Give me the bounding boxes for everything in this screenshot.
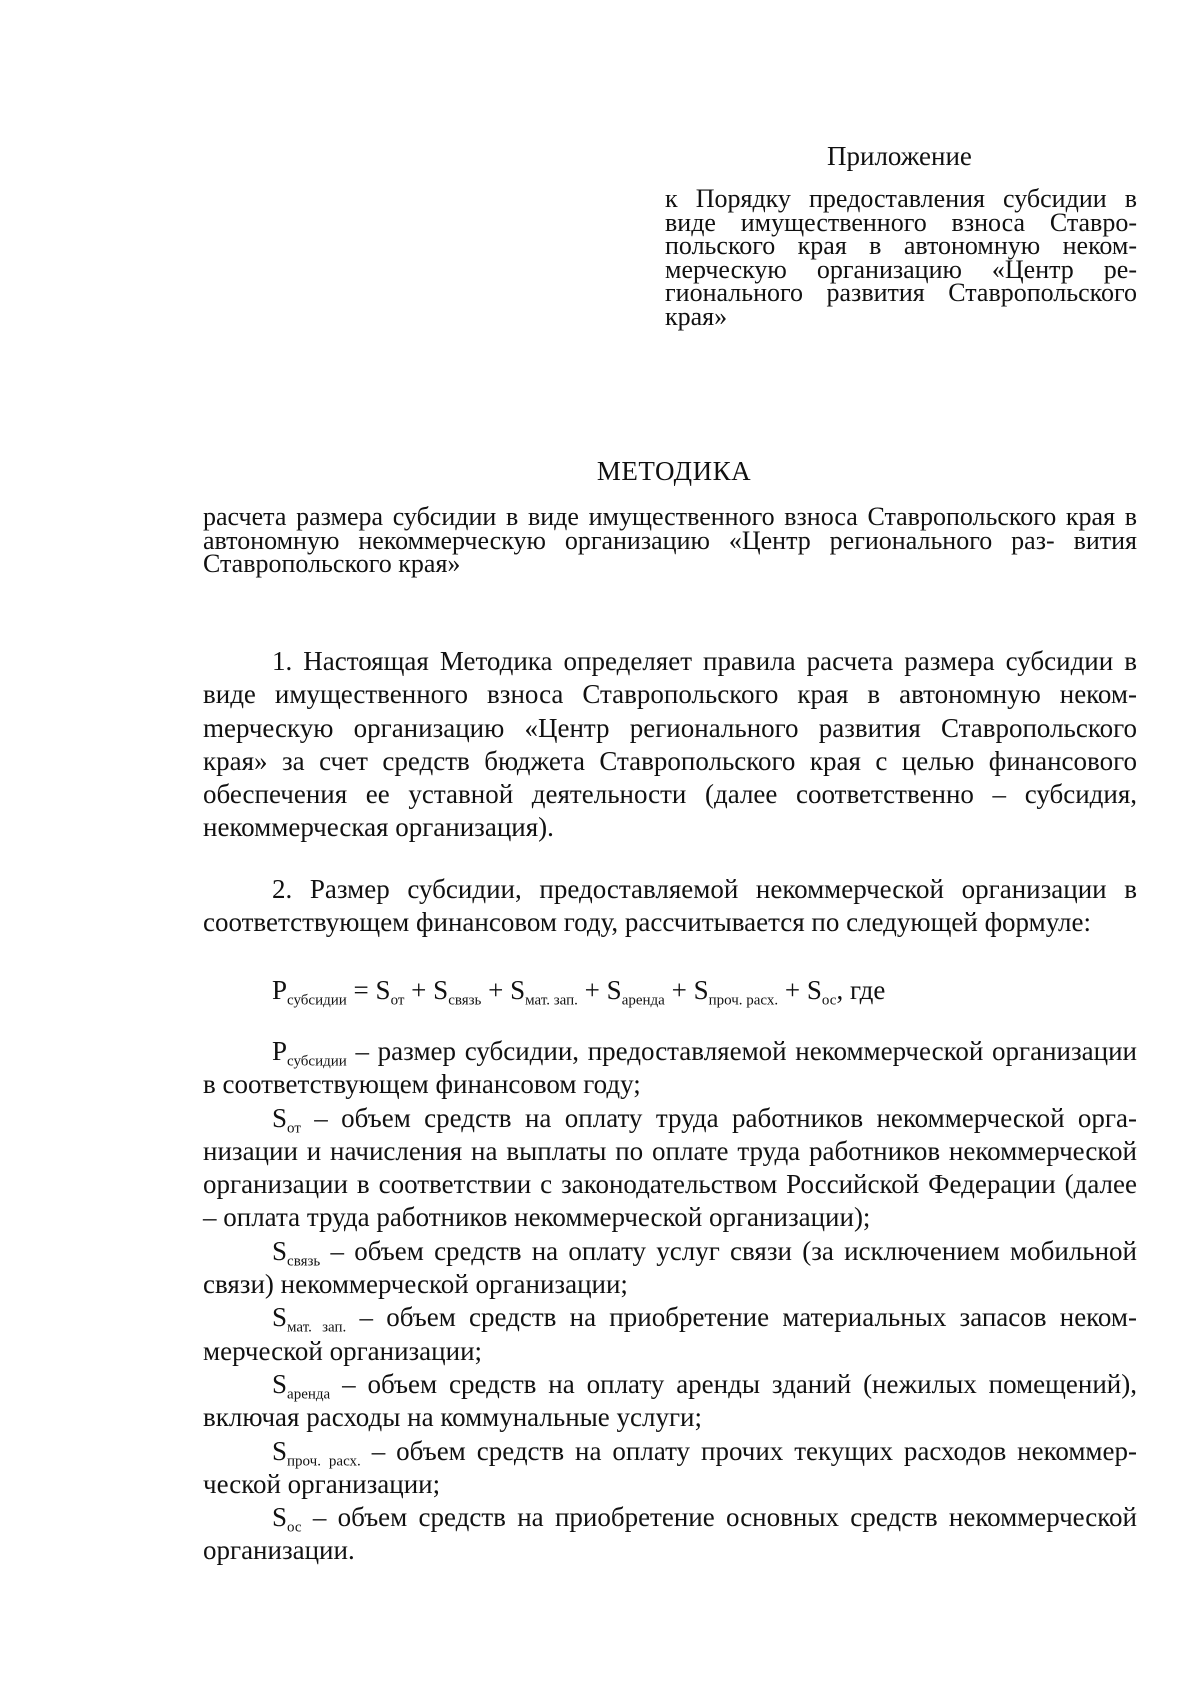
formula-term: $S_{ос}$ xyxy=(806,975,837,1009)
definition-item: $S_{мат. зап.}$ – объем средств на приобретение материальных запасов некоммерческой организации; xyxy=(203,1302,1137,1366)
definition-item: $P_{субсидии}$ – размер субсидии, предоставляемой некоммерческой организации в соответствующем финансовом году; xyxy=(203,1036,1137,1100)
appendix-reference-line: польского края в автономную неком- xyxy=(665,231,1137,260)
definitions-list xyxy=(203,1035,1137,1568)
definition-item: $S_{проч. расх.}$ – объем средств на оплату прочих текущих расходов некоммерческой организации; xyxy=(203,1435,1137,1499)
appendix-reference-line: мерческую организацию «Центр ре- xyxy=(665,254,1137,284)
formula: $P_{субсидии} = S_{от} + S_{связь} + S_{мат. зап.} + S_{аренда} + S_{проч. расх.} + S_{ос}$, где xyxy=(272,975,886,1009)
paragraph-2: 2. Размер субсидии, предоставляемой некоммерческой организации в соответствующем финансовом году, рассчитывается по следующей формуле: xyxy=(203,874,1137,938)
appendix-title: Приложение xyxy=(827,141,972,171)
subtitle-line: края в автономную некоммерческую организацию «Центр регионального раз- xyxy=(203,502,1137,555)
definition-item: $S_{от}$ – объем средств на оплату труда работников некоммерческой организации и начисления на выплаты по оплате труда работников некоммерческой организации в соответствии с законодательством Российской Федерации (далее – оплата труда работников некоммерческой организации); xyxy=(203,1102,1137,1233)
subtitle-line: вития Ставропольского края» xyxy=(203,525,1138,578)
document-title: МЕТОДИКА xyxy=(596,456,752,486)
formula-result: $P_{субсидии}$ xyxy=(272,975,347,1009)
formula-term: $S_{от}$ xyxy=(375,975,405,1009)
formula-term: $S_{мат. зап.}$ xyxy=(510,975,578,1009)
formula-term: $S_{аренда}$ xyxy=(606,975,665,1009)
document-subtitle xyxy=(203,502,1138,578)
appendix-reference-line: края» xyxy=(665,301,728,331)
formula-term: $S_{связь}$ xyxy=(433,975,482,1009)
appendix-reference-line: в виде имущественного взноса Ставро- xyxy=(665,184,1138,237)
definition-item: $S_{связь}$ – объем средств на оплату услуг связи (за исключением мобильной связи) некоммерческой организации; xyxy=(203,1235,1137,1300)
appendix-reference-line: гионального развития Ставропольского xyxy=(665,278,1137,307)
formula-term: $S_{проч. расх.}$ xyxy=(693,975,779,1009)
paragraph-1: 1. Настоящая Методика определяет правила расчета размера субсидии в виде имущественного взноса Ставропольского края в автономную некомmерческую организацию «Центр регионального развития Ставропольского края» за счет средств бюджета Ставропольского края с целью финансового обеспечения ее уставной деятельности (далее соответственно – субсидия, некоммерческая организация). xyxy=(203,646,1137,843)
appendix-reference-line: к Порядку предоставления субсидии xyxy=(665,184,1107,213)
definition-item: $S_{аренда}$ – объем средств на оплату аренды зданий (нежилых помещений), включая расходы на коммунальные услуги; xyxy=(203,1368,1137,1433)
appendix-reference xyxy=(665,184,1138,331)
definition-item: $S_{ос}$ – объем средств на приобретение основных средств некоммерческой организации. xyxy=(203,1502,1137,1566)
subtitle-line: расчета размера субсидии в виде имущественного взноса Ставропольского xyxy=(203,502,1057,531)
